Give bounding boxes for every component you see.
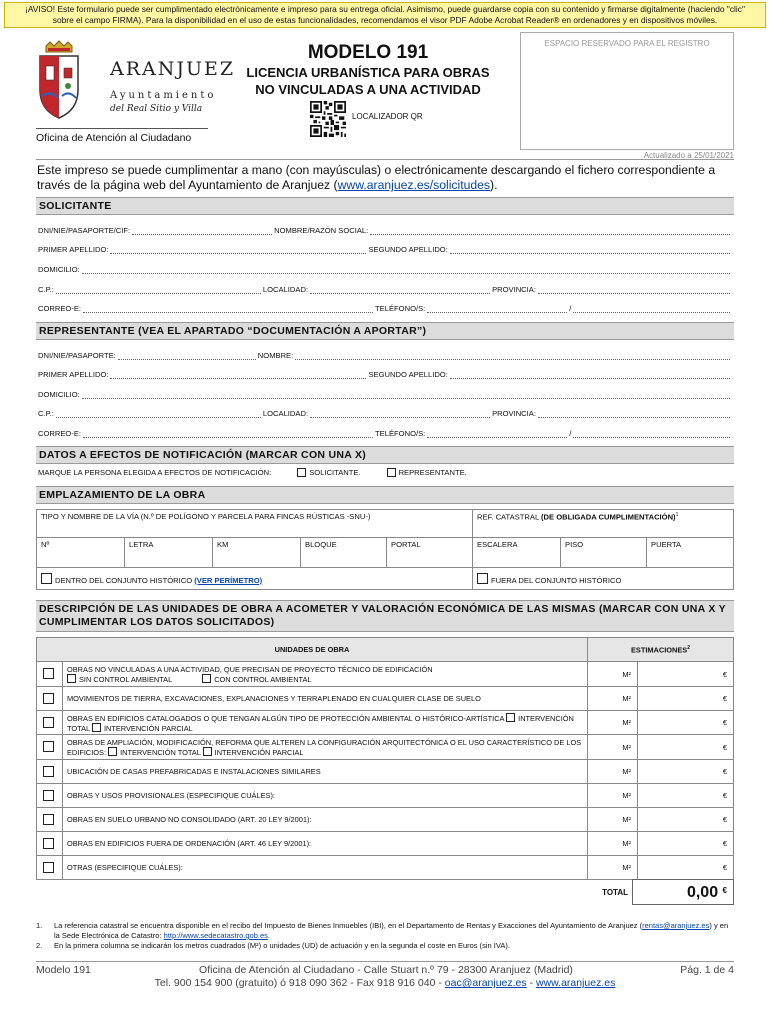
numero-label: Nº [41, 540, 50, 549]
row7-check-cell [37, 808, 63, 832]
row8-checkbox[interactable] [43, 838, 54, 849]
fuera-cell [473, 568, 734, 590]
row1-sin-checkbox[interactable] [67, 674, 76, 683]
row6-desc: OBRAS Y USOS PROVISIONALES (ESPECIFIQUE CUÁLES): [63, 784, 588, 808]
portal-label: PORTAL [391, 540, 421, 549]
solicitudes-link[interactable]: www.aranjuez.es/solicitudes [337, 178, 491, 192]
footer-address: Oficina de Atención al Ciudadano - Calle Stuart n.º 79 - 28300 Aranjuez (Madrid) [199, 964, 573, 976]
via-label: TIPO Y NOMBRE DE LA VÍA (N.º DE POLÍGONO Y PARCELA PARA FINCAS RÚSTICAS -SNU-) [41, 512, 371, 521]
rentas-email-link[interactable]: rentas@aranjuez.es [642, 921, 710, 930]
table-row [37, 687, 734, 711]
perimetro-link[interactable]: (VER PERÍMETRO) [194, 575, 263, 585]
col-est-footnote: 2 [687, 644, 691, 651]
sol-tel-sep: / [569, 304, 572, 313]
sol-cp-field[interactable] [56, 286, 261, 294]
notif-representante-checkbox[interactable] [387, 468, 396, 477]
sol-localidad-label: LOCALIDAD: [262, 285, 309, 294]
rep-nombre-label: NOMBRE: [257, 351, 294, 360]
escalera-label: ESCALERA [477, 540, 518, 549]
total-currency: € [722, 886, 727, 895]
rep-provincia-field[interactable] [538, 410, 730, 418]
total-label: TOTAL [602, 888, 628, 897]
rep-provincia-label: PROVINCIA: [492, 409, 536, 418]
row1-sin-label: SIN CONTROL AMBIENTAL [79, 674, 173, 684]
puerta-cell[interactable] [647, 538, 734, 568]
footer-sep: - [526, 977, 536, 989]
escalera-cell[interactable] [473, 538, 561, 568]
sol-row-3 [38, 263, 732, 274]
notif-solicitante-checkbox[interactable] [297, 468, 306, 477]
rep-row-1 [38, 349, 732, 360]
sol-correo-field[interactable] [83, 305, 373, 313]
row5-desc: UBICACIÓN DE CASAS PREFABRICADAS E INSTALACIONES SIMILARES [63, 760, 588, 784]
office-name: Oficina de Atención al Ciudadano [36, 132, 192, 144]
rep-row-3 [38, 388, 732, 399]
row3-checkbox[interactable] [43, 717, 54, 728]
rep-cp-field[interactable] [56, 410, 261, 418]
row3-eur[interactable]: € [638, 711, 734, 735]
sol-row-1 [38, 224, 732, 235]
row4-total-label: INTERVENCIÓN TOTAL [120, 747, 201, 757]
row7-checkbox[interactable] [43, 814, 54, 825]
header-divider [36, 159, 734, 160]
row2-check-cell [37, 687, 63, 711]
notif-row [38, 466, 732, 477]
rep-domicilio-label: DOMICILIO: [38, 390, 80, 399]
section-representante: REPRESENTANTE (VEA EL APARTADO “DOCUMENTACIÓN A APORTAR”) [36, 322, 734, 340]
notif-representante-label: REPRESENTANTE. [398, 468, 467, 477]
section-unidades: DESCRIPCIÓN DE LAS UNIDADES DE OBRA A ACOMETER Y VALORACIÓN ECONÓMICA DE LAS MISMAS (MARCAR CON UNA X Y CUMPLIMENTAR LOS DATOS SOLICITADOS) [36, 600, 734, 632]
sol-dni-field[interactable] [132, 227, 272, 235]
row1-text: OBRAS NO VINCULADAS A UNA ACTIVIDAD, QUE PRECISAN DE PROYECTO TÉCNICO DE EDIFICACIÓN [67, 664, 433, 674]
sol-tel-label: TELÉFONO/S: [375, 304, 426, 313]
table-row [37, 784, 734, 808]
ayuntamiento-label: Ayuntamiento [110, 90, 217, 101]
row5-m2[interactable]: M² [588, 760, 638, 784]
puerta-label: PUERTA [651, 540, 682, 549]
row1-check-cell [37, 662, 63, 687]
website-link[interactable]: www.aranjuez.es [535, 977, 616, 989]
row1-m2[interactable]: M² [588, 662, 638, 687]
coat-of-arms-logo [36, 40, 82, 120]
row4-checkbox[interactable] [43, 741, 54, 752]
row8-m2[interactable]: M² [588, 832, 638, 856]
sol-ap2-label: SEGUNDO APELLIDO: [368, 245, 448, 254]
footer-divider [36, 961, 734, 962]
portal-cell[interactable] [387, 538, 473, 568]
row4-m2[interactable]: M² [588, 735, 638, 760]
qr-label: LOCALIZADOR QR [352, 112, 423, 121]
sol-nombre-label: NOMBRE/RAZÓN SOCIAL: [274, 226, 369, 235]
footer-line-2 [36, 977, 734, 989]
row9-check-cell [37, 856, 63, 880]
ref-bold-label: (DE OBLIGADA CUMPLIMENTACIÓN) [541, 512, 676, 522]
row9-m2[interactable]: M² [588, 856, 638, 880]
sol-row-5 [38, 302, 732, 313]
row4-check-cell [37, 735, 63, 760]
row4-total-checkbox[interactable] [108, 747, 117, 756]
row3-m2[interactable]: M² [588, 711, 638, 735]
ref-footnote: 1 [675, 512, 679, 518]
rep-row-2 [38, 368, 732, 379]
row7-m2[interactable]: M² [588, 808, 638, 832]
model-number: MODELO 191 [307, 42, 429, 63]
dentro-label: DENTRO DEL CONJUNTO HISTÓRICO [55, 575, 193, 585]
rep-row-5 [38, 427, 732, 438]
letra-cell[interactable] [125, 538, 213, 568]
row6-checkbox[interactable] [43, 790, 54, 801]
rep-nombre-field[interactable] [295, 352, 730, 360]
table-row [37, 760, 734, 784]
registry-label: ESPACIO RESERVADO PARA EL REGISTRO [544, 39, 710, 48]
row6-check-cell [37, 784, 63, 808]
row8-eur[interactable]: € [638, 832, 734, 856]
intro-text [37, 163, 737, 193]
table-row [37, 735, 734, 760]
oac-email-link[interactable]: oac@aranjuez.es [444, 977, 527, 989]
sol-ap2-field[interactable] [450, 246, 730, 254]
catastro-link[interactable]: http://www.sedecatastro.gob.es [163, 931, 268, 940]
sol-domicilio-field[interactable] [82, 266, 730, 274]
footnote-1-mid: ) y en la Sede Electrónica de Catastro: [54, 921, 729, 940]
row2-checkbox[interactable] [43, 693, 54, 704]
row4-parcial-label: INTERVENCIÓN PARCIAL [214, 747, 304, 757]
footnote-2 [36, 941, 734, 951]
footnote-2-num: 2. [36, 941, 43, 950]
row9-eur[interactable]: € [638, 856, 734, 880]
row7-desc: OBRAS EN SUELO URBANO NO CONSOLIDADO (ART. 20 LEY 9/2001): [63, 808, 588, 832]
dentro-cell [37, 568, 473, 590]
row1-options [67, 674, 583, 684]
row9-desc: OTRAS (ESPECIFIQUE CUÁLES): [63, 856, 588, 880]
section-emplazamiento: EMPLAZAMIENTO DE LA OBRA [36, 486, 734, 504]
rep-tel1-field[interactable] [427, 430, 567, 438]
row1-eur[interactable]: € [638, 662, 734, 687]
row6-m2[interactable]: M² [588, 784, 638, 808]
rep-domicilio-field[interactable] [82, 391, 730, 399]
rep-ap1-field[interactable] [110, 371, 366, 379]
row7-eur[interactable]: € [638, 808, 734, 832]
rep-tel-label: TELÉFONO/S: [375, 429, 426, 438]
row3-text: OBRAS EN EDIFICIOS CATALOGADOS O QUE TENGAN ALGÚN TIPO DE PROTECCIÓN AMBIENTAL O HISTÓRICO-ARTÍSTICA [67, 713, 505, 723]
form-title-line1: LICENCIA URBANÍSTICA PARA OBRAS [246, 65, 490, 80]
form-title-line2: NO VINCULADAS A UNA ACTIVIDAD [255, 82, 481, 97]
rep-tel-sep: / [569, 429, 572, 438]
via-cell[interactable] [37, 510, 473, 538]
form-title [210, 64, 526, 98]
row4-text: OBRAS DE AMPLIACIÓN, MODIFICACIÓN, REFORMA QUE ALTEREN LA CONFIGURACIÓN ARQUITECTÓNICA O EL USO CARACTERÍSTICO DE LOS EDIFICIOS: [67, 737, 582, 757]
section-solicitante: SOLICITANTE [36, 197, 734, 215]
col-estimaciones-header [588, 638, 734, 662]
footer-model: Modelo 191 [36, 964, 91, 976]
row1-desc [63, 662, 588, 687]
sol-domicilio-label: DOMICILIO: [38, 265, 80, 274]
intro-body: Este impreso se puede cumplimentar a mano (con mayúsculas) o electrónicamente descargando el fichero correspondiente a través de la página web del Ayuntamiento de Aranjuez ( [37, 163, 716, 192]
ref-label: REF. CATASTRAL [477, 512, 539, 522]
sol-localidad-field[interactable] [310, 286, 490, 294]
total-value-box[interactable] [632, 879, 734, 905]
registry-box [520, 32, 734, 150]
sol-nombre-field[interactable] [370, 227, 730, 235]
letra-label: LETRA [129, 540, 154, 549]
footnote-1 [36, 921, 734, 941]
sol-row-4 [38, 283, 732, 294]
row1-con-checkbox[interactable] [202, 674, 211, 683]
page-number: Pág. 1 de 4 [680, 964, 734, 976]
sol-row-2 [38, 243, 732, 254]
dentro-checkbox[interactable] [41, 573, 52, 584]
rep-ap2-label: SEGUNDO APELLIDO: [368, 370, 448, 379]
table-row [37, 832, 734, 856]
row8-check-cell [37, 832, 63, 856]
sol-provincia-field[interactable] [538, 286, 730, 294]
bloque-cell[interactable] [301, 538, 387, 568]
notif-solicitante-label: SOLICITANTE. [309, 468, 361, 477]
rep-cp-label: C.P.: [38, 409, 54, 418]
row3-total-label: INTERVENCIÓN TOTAL [67, 713, 574, 733]
table-row [37, 856, 734, 880]
row9-checkbox[interactable] [43, 862, 54, 873]
row2-desc: MOVIMIENTOS DE TIERRA, EXCAVACIONES, EXPLANACIONES Y TERRAPLENADO EN CUALQUIER CLASE DE SUELO [63, 687, 588, 711]
rep-dni-field[interactable] [118, 352, 256, 360]
col-unidades-label: UNIDADES DE OBRA [274, 645, 350, 654]
row4-desc [63, 735, 588, 760]
sol-cp-label: C.P.: [38, 285, 54, 294]
ref-cell[interactable] [473, 510, 734, 538]
rep-row-4 [38, 407, 732, 418]
rep-correo-field[interactable] [83, 430, 373, 438]
row3-parcial-checkbox[interactable] [92, 723, 101, 732]
sol-provincia-label: PROVINCIA: [492, 285, 536, 294]
emplazamiento-table [36, 509, 734, 590]
town-name: ARANJUEZ [110, 58, 236, 80]
table-row [37, 711, 734, 735]
rep-dni-label: DNI/NIE/PASAPORTE: [38, 351, 116, 360]
rep-localidad-field[interactable] [310, 410, 490, 418]
real-sitio-label: del Real Sitio y Villa [110, 104, 203, 114]
notif-prompt: MARQUE LA PERSONA ELEGIDA A EFECTOS DE NOTIFICACIÓN: [38, 468, 272, 477]
table-row [37, 662, 734, 687]
row5-checkbox[interactable] [43, 766, 54, 777]
footnote-2-text: En la primera columna se indicarán los metros cuadrados (M²) o unidades (UD) de actuación y en la segunda el coste en Euros (sin IVA). [54, 941, 510, 950]
rep-ap2-field[interactable] [450, 371, 730, 379]
sol-ap1-label: PRIMER APELLIDO: [38, 245, 109, 254]
row5-eur[interactable]: € [638, 760, 734, 784]
total-value: 0,00 [686, 884, 719, 901]
unidades-table [36, 637, 734, 880]
piso-cell[interactable] [561, 538, 647, 568]
footnote-1-text: La referencia catastral se encuentra disponible en el recibo del Impuesto de Bienes Inmuebles (IBI), en el Departamento de Rentas y Exacciones del Ayuntamiento de Aranjuez ( [54, 921, 643, 930]
row5-check-cell [37, 760, 63, 784]
sol-ap1-field[interactable] [110, 246, 366, 254]
row1-con-label: CON CONTROL AMBIENTAL [214, 674, 312, 684]
updated-date: Actualizado a 25/01/2021 [643, 151, 734, 160]
section-notificacion: DATOS A EFECTOS DE NOTIFICACIÓN (MARCAR CON UNA X) [36, 446, 734, 464]
row3-parcial-label: INTERVENCIÓN PARCIAL [103, 723, 193, 733]
row6-eur[interactable]: € [638, 784, 734, 808]
rep-ap1-label: PRIMER APELLIDO: [38, 370, 109, 379]
intro-end: ). [490, 178, 498, 192]
piso-label: PISO [565, 540, 584, 549]
row8-desc: OBRAS EN EDIFICIOS FUERA DE ORDENACIÓN (ART. 46 LEY 9/2001): [63, 832, 588, 856]
row3-desc [63, 711, 588, 735]
fuera-checkbox[interactable] [477, 573, 488, 584]
row4-eur[interactable]: € [638, 735, 734, 760]
bloque-label: BLOQUE [305, 540, 337, 549]
rep-tel2-field[interactable] [573, 430, 730, 438]
row3-total-checkbox[interactable] [506, 713, 515, 722]
row1-checkbox[interactable] [43, 668, 54, 679]
footnote-1-end: . [267, 931, 270, 940]
km-label: KM [217, 540, 229, 549]
col-estimaciones-label: ESTIMACIONES [630, 645, 688, 655]
row2-m2[interactable]: M² [588, 687, 638, 711]
footnotes [36, 921, 734, 951]
sol-tel1-field[interactable] [427, 305, 567, 313]
row4-parcial-checkbox[interactable] [203, 747, 212, 756]
footer-phones: Tel. 900 154 900 (gratuito) ó 918 090 362 - Fax 918 916 040 - [154, 977, 445, 989]
table-row [37, 808, 734, 832]
sol-correo-label: CORREO-E: [38, 304, 82, 313]
rep-localidad-label: LOCALIDAD: [262, 409, 309, 418]
row2-eur[interactable]: € [638, 687, 734, 711]
sol-tel2-field[interactable] [573, 305, 730, 313]
sol-dni-label: DNI/NIE/PASAPORTE/CIF: [38, 226, 131, 235]
col-unidades-header [37, 638, 588, 662]
rep-correo-label: CORREO-E: [38, 429, 82, 438]
warning-notice: ¡AVISO! Este formulario puede ser cumplimentado electrónicamente e impreso para su entrega oficial. Asimismo, puede guardarse copia con su contenido y firmarse digitalmente (haciendo "clic" sobre el campo FIRMA). Para la disponibilidad en el uso de estas funcionalidades, recomendamos el visor PDF Adobe Acrobat Reader® en ordenadores y en dispositivos móviles. [4, 2, 766, 28]
fuera-label: FUERA DEL CONJUNTO HISTÓRICO [491, 575, 622, 585]
numero-cell[interactable] [37, 538, 125, 568]
row3-check-cell [37, 711, 63, 735]
km-cell[interactable] [213, 538, 301, 568]
qr-code-icon[interactable] [310, 101, 346, 137]
footnote-1-num: 1. [36, 921, 43, 930]
office-divider [36, 128, 208, 129]
